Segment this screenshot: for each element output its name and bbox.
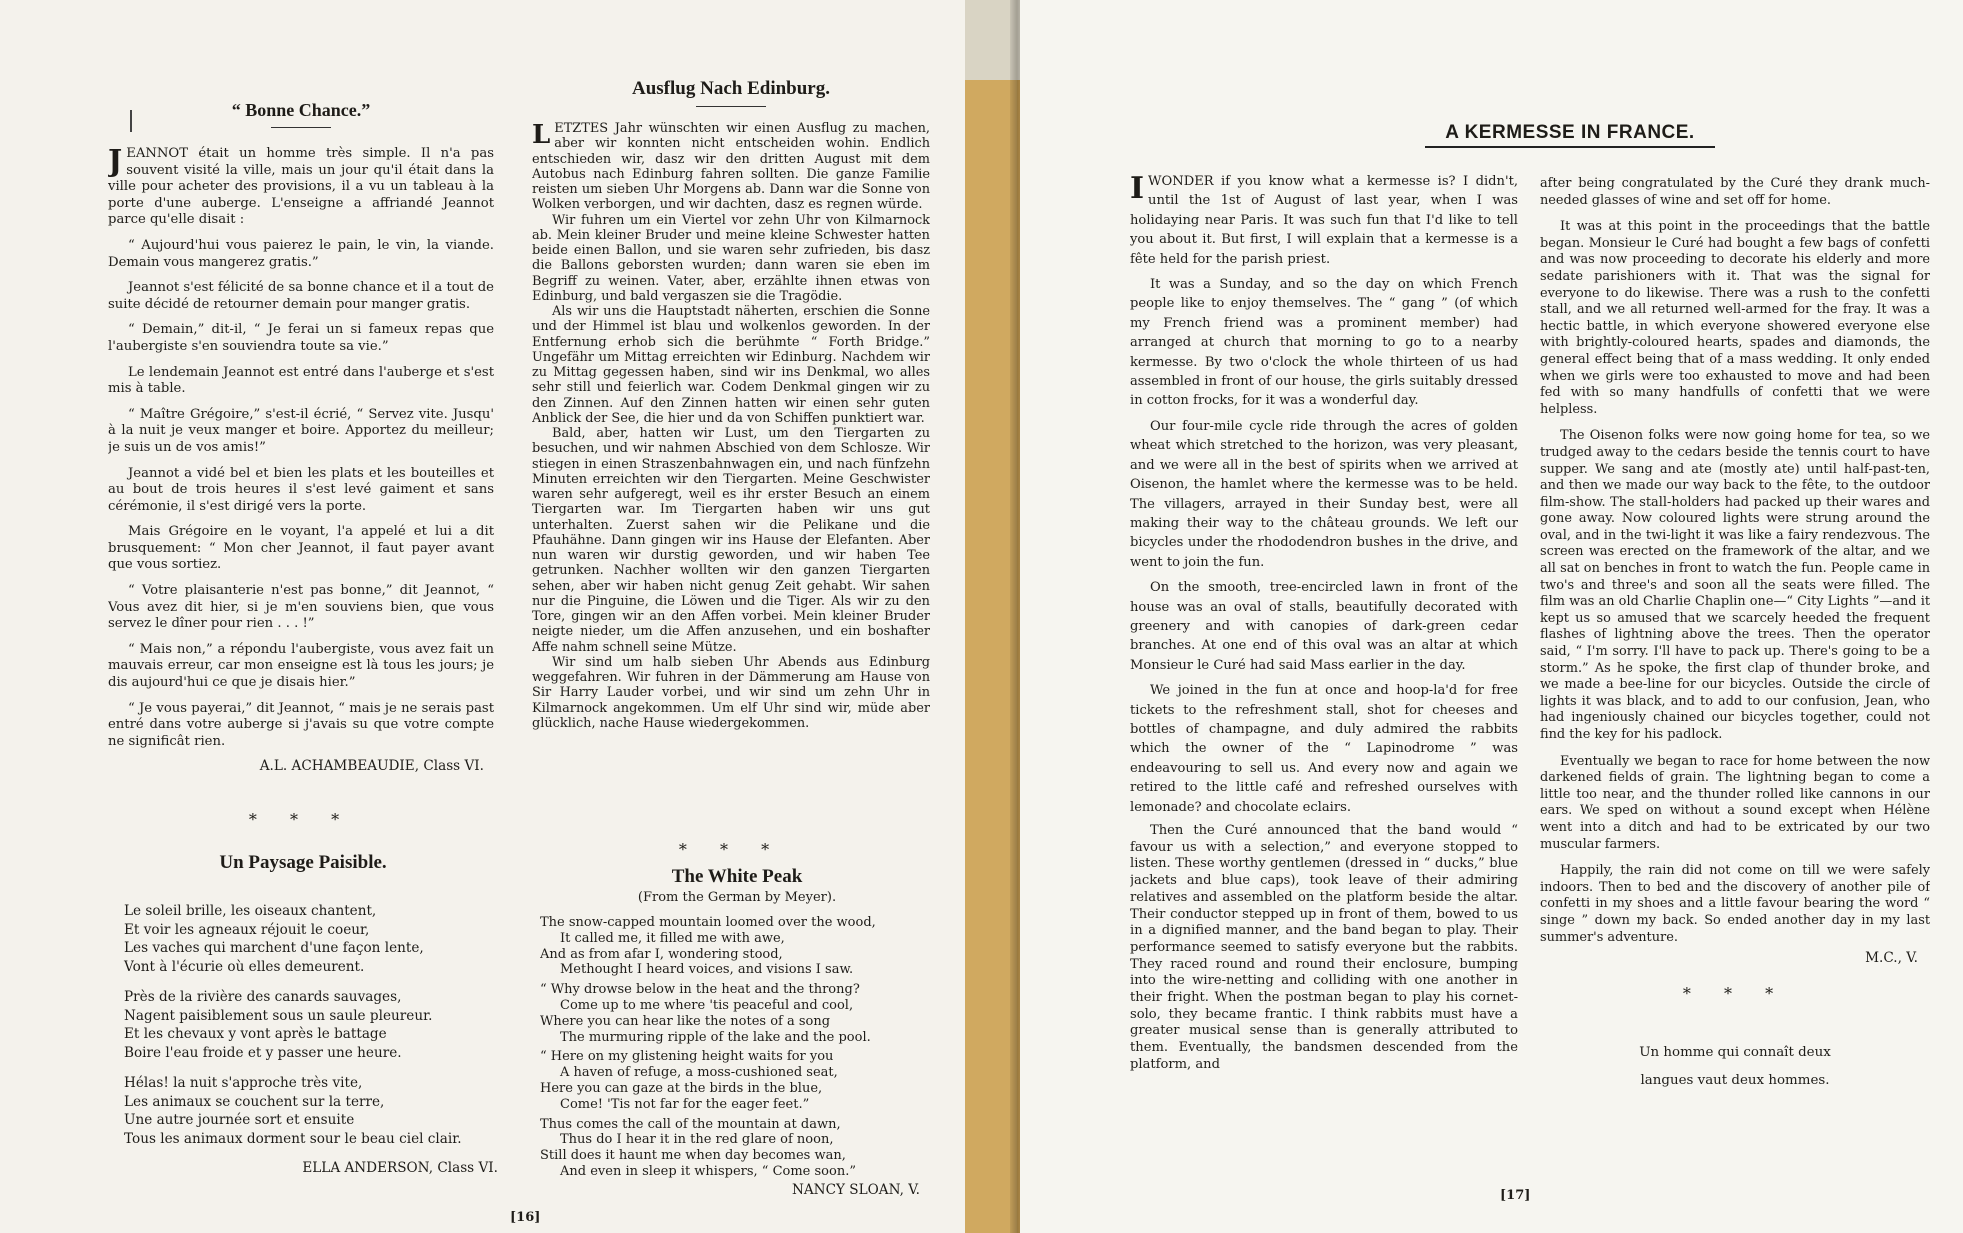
paragraph: It was a Sunday, and so the day on which French people like to enjoy themselves. The “ gang ” (of which my French friend was a prominent member) had arranged at church that morning to go to a nearby kermesse. By two o'clock the whole thirteen of us had assembled in front of our house, the girls suitably dressed in cotton frocks, for it was a wonderful day. — [1130, 277, 1518, 409]
verse-line: Here you can gaze at the birds in the blue, — [540, 1080, 823, 1096]
verse-line: Et voir les agneaux réjouit le coeur, — [124, 921, 370, 938]
verse-line: And as from afar I, wondering stood, — [540, 946, 783, 962]
signature: A.L. ACHAMBEAUDIE, Class VI. — [259, 758, 484, 775]
paysage-poem — [108, 852, 498, 1202]
verse-line: Hélas! la nuit s'approche très vite, — [124, 1075, 363, 1091]
kermesse-heading — [1350, 122, 1790, 148]
left-page — [0, 0, 965, 1233]
signature: ELLA ANDERSON, Class VI. — [302, 1160, 498, 1176]
verse-line: Les animaux se couchent sur la terre, — [124, 1093, 385, 1110]
separator-stars: * * * — [1682, 984, 1788, 1004]
verse-line: And even in sleep it whispers, “ Come soon.” — [560, 1163, 856, 1179]
dropcap: J — [108, 144, 123, 179]
page-number: [16] — [510, 1210, 541, 1225]
kermesse-body-2 — [1540, 176, 1930, 946]
verse-line: “ Why drowse below in the heat and the throng? — [540, 982, 860, 998]
paragraph: EANNOT était un homme très simple. Il n'a pas souvent visité la ville, mais un jour qu'il était dans la ville pour acheter des provisions, il a vu un tableau à la porte d'une auberge. L'enseigne a affriandé Jeannot parce qu'elle disait : — [108, 146, 494, 228]
verse-line: Methought I heard voices, and visions I saw. — [560, 962, 854, 978]
paragraph: Jeannot s'est félicité de sa bonne chance et il a tout de suite décidé de retourner demain pour manger gratis. — [108, 280, 494, 312]
verse-line: Thus comes the call of the mountain at dawn, — [540, 1116, 841, 1132]
title-rule — [1425, 146, 1715, 148]
paragraph: ETZTES Jahr wünschten wir einen Ausflug zu machen, aber wir konnten nicht entscheiden wohin. Endlich entschieden wir, dasz wir den dritten August mit dem Autobus nach Edinburg fahren sollten. Die ganze Familie reisten um sieben Uhr Morgens ab. Dann war die Sonne von Wolken verborgen, und wir dachten, dasz es regnen würde. — [532, 121, 930, 213]
motto-line: langues vaut deux hommes. — [1640, 1073, 1830, 1089]
stanza — [540, 982, 934, 1045]
kermesse-body-1 — [1130, 172, 1518, 1074]
paragraph: Then the Curé announced that the band would “ favour us with a selection,” and everyone stopped to listen. These worthy gentlemen (dressed in “ ducks,” blue jackets and blue caps), took leave of their admiring relatives and assembled on the platform beside the altar. Their conductor stepped up in front of them, bowed to us in a dignified manner, and the band began to play. Their performance seemed to satisfy everyone but the rabbits. They raced round and round their enclosure, bumping into the wire-netting and colliding with one another in their fright. When the postman began to play his cornet-solo, they became frantic. I think rabbits must have a greater musical sense than is generally attributed to them. Eventually, the bandsmen descended from the platform, and — [1130, 823, 1518, 1072]
verse-line: Still does it haunt me when day becomes wan, — [540, 1148, 846, 1164]
verse-line: Come! 'Tis not far for the eager feet.” — [560, 1096, 810, 1112]
verse-line: Boire l'eau froide et y passer une heure. — [124, 1044, 402, 1061]
stanza — [540, 1117, 934, 1180]
motto-line: Un homme qui connaît deux — [1639, 1045, 1831, 1061]
verse-line: A haven of refuge, a moss-cushioned seat, — [560, 1065, 838, 1081]
kermesse-title: A KERMESSE IN FRANCE. — [1445, 122, 1695, 143]
verse-line: Thus do I hear it in the red glare of noon, — [560, 1132, 834, 1148]
paragraph: On the smooth, tree-encircled lawn in front of the house was an oval of stalls, beautifully decorated with greenery and with canopies of dark-green cedar branches. At one end of this oval was an altar at which Monsieur le Curé had said Mass earlier in the day. — [1130, 580, 1518, 673]
separator-stars: * * * — [678, 840, 784, 859]
verse-line: Près de la rivière des canards sauvages, — [124, 989, 402, 1005]
title-rule — [271, 127, 331, 128]
paragraph: Bald, aber, hatten wir Lust, um den Tiergarten zu besuchen, und wir nahmen Abschied von dem Schlosze. Wir stiegen in einen Straszenbahnwagen ein, und nach fünfzehn Minuten erreichten wir den Tiergarten. Meine Geschwister waren sehr aufgeregt, weil es ihr erster Besuch an einem Tiergarten war. Im Tiergarten haben wir uns gut unterhalten. Zuerst sahen wir die Pelikane und die Pfauhähne. Dann gingen wir ins Hause der Elefanten. Aber nun waren wir durstig geworden, und wir haben Tee getrunken. Nachher wollten wir den ganzen Tiergarten sehen, aber wir haben nicht genug Zeit gehabt. Wir sahen nur die Pinguine, die Löwen und die Tiger. Als wir zu den Tore, gingen wir an den Affen vorbei. Mein kleiner Bruder neigte nieder, um die Affen anzusehen, und ein boshafter Affe nahm schnell seine Mütze. — [532, 426, 930, 655]
paragraph: Le lendemain Jeannot est entré dans l'auberge et s'est mis à table. — [108, 364, 494, 397]
verse-line: Vont à l'écurie où elles demeurent. — [124, 958, 365, 975]
white-peak-stanzas — [540, 915, 934, 1180]
paragraph: Happily, the rain did not come on till we were safely indoors. Then to bed and the discovery of another pile of confetti in my shoes and a little favour bearing the word “ singe ” down my back. So ended another day in my last summer's adventure. — [1540, 863, 1930, 945]
paragraph: Eventually we began to race for home between the now darkened fields of grain. The lightning began to come a little too near, and the thunder rolled like cannons in our ears. We sped on without a sound except when Hélène went into a ditch and had to be extricated by our two muscular farmers. — [1540, 753, 1930, 852]
verse-line: Une autre journée sort et ensuite — [124, 1112, 355, 1128]
stanza — [540, 915, 934, 978]
verse-line: Come up to me where 'tis peaceful and cool, — [560, 997, 854, 1013]
bonne-chance-title: “ Bonne Chance.” — [231, 100, 371, 120]
paragraph: “ Votre plaisanterie n'est pas bonne,” dit Jeannot, “ Vous avez dit hier, si je m'en souviens bien, que vous servez le dîner pour rien . . . !” — [108, 583, 494, 632]
verse-line: Le soleil brille, les oiseaux chantent, — [124, 903, 377, 919]
right-page — [1020, 0, 1963, 1233]
verse-line: Et les chevaux y vont après le battage — [124, 1026, 387, 1042]
paragraph: Wir fuhren um ein Viertel vor zehn Uhr von Kilmarnock ab. Mein kleiner Bruder und meine kleine Schwester hatten beide einen Ballon, und sie waren sehr zufrieden, bis dasz die Ballons geborsten wurden; dann waren sie eben im Begriff zu weinen. Vater, aber, erzählte ihnen etwas von Edinburg, und bald vergaszen sie die Tragödie. — [532, 212, 930, 304]
paragraph: “ Mais non,” a répondu l'aubergiste, vous avez fait un mauvais erreur, car mon enseigne est là tous les jours; je dis aujourd'hui ce que je disais hier.” — [108, 641, 494, 691]
paragraph: We joined in the fun at once and hoop-la'd for free tickets to the refreshment stall, shot for cheeses and bottles of champagne, and duly admired the rabbits which the owner of the “ Lapinodrome ” was endeavouring to sell us. And every now and again we retired to the little café and refreshed ourselves with lemonade? and chocolate eclairs. — [1130, 683, 1518, 815]
stanza — [540, 1049, 934, 1112]
paragraph: after being congratulated by the Curé they drank much-needed glasses of wine and set off for home. — [1540, 176, 1930, 208]
white-peak-subtitle: (From the German by Meyer). — [637, 890, 837, 905]
bonne-chance-article — [108, 100, 494, 800]
edinburg-article — [532, 78, 930, 848]
paragraph: The Oisenon folks were now going home for tea, so we trudged away to the cedars beside the tennis court to have supper. We sang and ate (mostly ate) until half-past-ten, and then we made our way back to the fête, to the outdoor film-show. The stall-holders had packed up their wares and gone away. Now coloured lights were strung around the oval, and in the twi-light it was like a fairy rendezvous. The screen was erected on the framework of the altar, and we all sat on benches in front to watch the fun. People came in two's and three's and soon all the seats were filled. The film was an old Charlie Chaplin one—“ City Lights ”—and it kept us so amused that we scarcely heeded the frequent flashes of lightning above the trees. Then the operator said, “ I'm sorry. I'll have to pack up. There's going to be a storm.” As he spoke, the first clap of thunder broke, and we made a bee-line for our bicycles. Outside the circle of lights it was black, and to add to our confusion, Jean, who had ingeniously chained our bicycles together, could not find the key for his padlock. — [1540, 428, 1930, 742]
white-peak-poem — [540, 866, 934, 1206]
paragraph: Mais Grégoire en le voyant, l'a appelé et lui a dit brusquement: “ Mon cher Jeannot, il faut payer avant que vous sortiez. — [108, 524, 494, 573]
paragraph: Als wir uns die Hauptstadt näherten, erschien die Sonne und der Himmel ist blau und wolkenlos geworden. In der Entfernung erhob sich die berühmte “ Forth Bridge.” Ungefähr um Mittag erreichten wir Edinburg. Nachdem wir zu Mittag gegessen haben, sind wir ins Denkmal, wo alles sehr still und feierlich war. Codem Denkmal gingen wir zu den Zinnen. Auf den Zinnen hatten wir einen sehr guten Anblick der See, die hier und da von Schiffen punktiert war. — [532, 304, 930, 426]
verse-line: “ Here on my glistening height waits for you — [540, 1049, 834, 1065]
verse-line: It called me, it filled me with awe, — [560, 930, 785, 946]
white-peak-title: The White Peak — [671, 866, 803, 887]
dropcap: I — [1130, 172, 1145, 206]
verse-line: Where you can hear like the notes of a song — [540, 1013, 831, 1029]
verse-line: The snow-capped mountain loomed over the wood, — [540, 915, 876, 930]
edinburg-title: Ausflug Nach Edinburg. — [632, 78, 830, 99]
verse-line: Les vaches qui marchent d'une façon lente, — [124, 940, 424, 956]
verse-line: The murmuring ripple of the lake and the pool. — [560, 1029, 871, 1045]
kermesse-column-1 — [1130, 172, 1518, 1172]
paragraph: Our four-mile cycle ride through the acres of golden wheat which stretched to the horizon, was very pleasant, and we were all in the best of spirits when we arrived at Oisenon, the hamlet where the kermesse was to be held. The villagers, arrayed in their Sunday best, were all making their way to the château grounds. We left our bicycles under the rhododendron bushes in the drive, and went to join the fun. — [1130, 418, 1518, 570]
signature: NANCY SLOAN, V. — [791, 1181, 920, 1198]
paragraph: Jeannot a vidé bel et bien les plats et les bouteilles et au bout de trois heures il s'est levé gaiment et sans cérémonie, il s'est dirigé vers la porte. — [108, 465, 494, 514]
page-number: [17] — [1500, 1188, 1531, 1203]
motto — [1540, 1039, 1930, 1095]
signature: M.C., V. — [1865, 950, 1918, 967]
separator-stars: * * * — [248, 810, 354, 829]
dropcap: L — [532, 120, 551, 150]
paragraph: Wir sind um halb sieben Uhr Abends aus Edinburg weggefahren. Wir fuhren in der Dämmerung am Hause von Sir Harry Lauder vorbei, und wir sind um zehn Uhr in Kilmarnock angekommen. Um elf Uhr sind wir, müde aber glücklich, nache Hause wiedergekommen. — [532, 654, 930, 731]
verse-line: Nagent paisiblement sous un saule pleureur. — [124, 1007, 433, 1024]
title-rule — [696, 106, 766, 107]
stanza — [124, 988, 498, 1062]
stanza — [124, 902, 498, 976]
paragraph: It was at this point in the proceedings that the battle began. Monsieur le Curé had bought a few bags of confetti and was now proceeding to decorate his elderly and more sedate parishioners with it. That was the signal for everyone to do likewise. There was a rush to the confetti stall, and we all returned well-armed for the fray. It was a hectic battle, in which everyone showered everyone else with brightly-coloured hearts, spades and diamonds, the general effect being that of a mass wedding. It only ended when we girls were too exhausted to move and had been fed with so many handfulls of confetti that we were helpless. — [1540, 219, 1930, 417]
verse-line: Tous les animaux dorment sour le beau ciel clair. — [124, 1130, 462, 1147]
edinburg-body — [532, 121, 930, 731]
paysage-title: Un Paysage Paisible. — [219, 852, 387, 873]
kermesse-column-2 — [1540, 176, 1930, 1176]
paragraph: “ Aujourd'hui vous paierez le pain, le vin, la viande. Demain vous mangerez gratis.” — [108, 237, 494, 270]
paragraph: “ Demain,” dit-il, “ Je ferai un si fameux repas que l'aubergiste s'en souviendra toute sa vie.” — [108, 322, 494, 354]
paysage-stanzas — [108, 902, 498, 1148]
stanza — [124, 1074, 498, 1148]
paragraph: “ Maître Grégoire,” s'est-il écrié, “ Servez vite. Jusqu' à la nuit je veux manger et boire. Apportez du meilleur; je suis un de vos amis!” — [108, 406, 494, 455]
paragraph: WONDER if you know what a kermesse is? I didn't, until the 1st of August of last year, when I was holidaying near Paris. It was such fun that I'd like to tell you about it. But first, I will explain that a kermesse is a fête held for the parish priest. — [1130, 174, 1518, 267]
paragraph: “ Je vous payerai,” dit Jeannot, “ mais je ne serais past entré dans votre auberge si j'avais su que votre compte ne significât rien. — [108, 700, 494, 749]
bonne-chance-body — [108, 146, 494, 750]
